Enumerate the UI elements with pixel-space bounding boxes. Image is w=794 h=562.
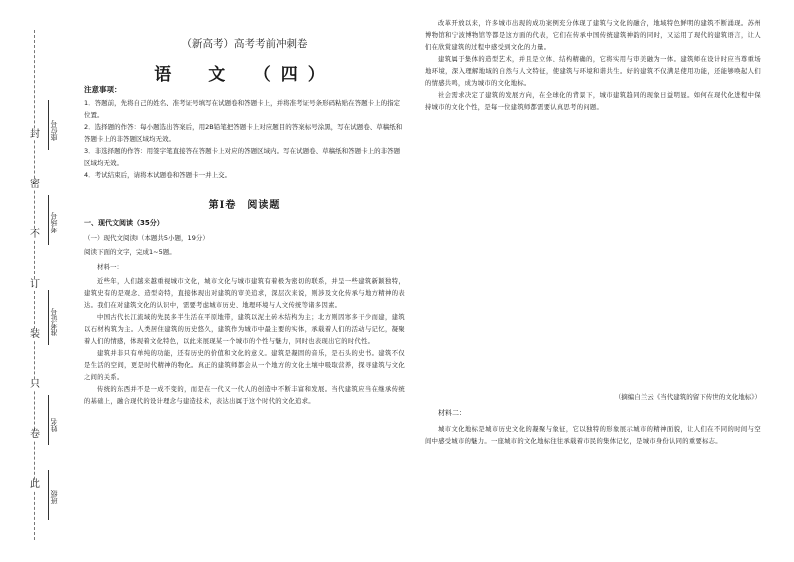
admission-number-line [48,290,49,345]
section-title: 第Ⅰ卷 阅读题 [208,200,281,211]
binding-char: 不 [30,229,40,240]
notice-list [84,97,405,181]
notice-heading: 注意事项： [84,85,122,94]
class-line [48,470,49,520]
binding-char: 封 [30,129,40,140]
exam-subtitle: （新高考）高考考前冲刺卷 [181,38,308,50]
binding-char: 订 [30,279,40,290]
material-one-body [84,276,405,408]
notice-item: 1．答题前，先将自己的姓名、准考证号填写在试题卷和答题卡上，并将准考证号条形码粘贴在答题卡上的指定位置。 [84,99,401,119]
paragraph: 传统的东西并不是一成不变的，而是在一代又一代人的创造中不断丰富和发展。当代建筑应当在继承传统的基础上，融合现代的设计理念与建造技术，表达出属于这个时代的文化追求。 [84,386,405,405]
material-two-body [425,424,761,448]
seat-number-line [48,100,49,150]
admission-number-label: 准考证号 [50,308,58,336]
sub-heading: （一）现代文阅读Ⅰ（本题共5小题，19分） [84,234,209,242]
paragraph: 改革开放以来，许多城市出现的成功案例充分体现了建筑与文化的融合，地域特色鲜明的建筑不断涌现。苏州博物馆和宁波博物馆等都是这方面的代表，它们在传承中国传统建筑神韵的同时，又运用了现代的建筑语言，让人们在欣赏建筑的过程中感受到文化的力量。 [425,20,761,51]
class-label: 班级 [50,490,58,504]
exam-room-line [48,195,49,245]
paragraph: 中国古代长江流域的先民多半生活在平原地带，建筑以泥土砖木结构为主；北方则因寒多干少而建，建筑以石材构筑为主。人类居住建筑的历史悠久，建筑作为城市中最主要的实体，承载着人们的活动与记忆，凝聚着人们的情感，体现着文化特色，以此来展现某一个城市的个性与魅力，同时也表现出它的时代性。 [84,314,405,345]
material-two-label: 材料二： [438,409,466,417]
source-citation: （摘编自兰云《当代建筑的留下传世的文化地标》） [614,393,761,401]
paragraph: 建筑并非只有单纯的功能，还有历史的价值和文化的意义。建筑是凝固的音乐，是石头的史书。建筑不仅是生活的空间，更是时代精神的物化。真正的建筑师都会从一个地方的文化土壤中吸取营养，探寻建筑与文化之间的关系。 [84,350,405,381]
material-one-label: 材料一： [97,263,123,271]
binding-char: 此 [30,479,40,490]
binding-margin [0,0,70,562]
name-line [48,395,49,445]
notice-item: 3．非选择题的作答：用签字笔直接答在答题卡上对应的答题区域内。写在试题卷、草稿纸和答题卡上的非答题区域均无效。 [84,147,401,167]
binding-char: 密 [30,179,40,190]
material-one-continued [425,18,761,114]
notice-item: 2．选择题的作答：每小题选出答案后，用2B铅笔把答题卡上对应题目的答案标号涂黑，写在试题卷、草稿纸和答题卡上的非答题区域均无效。 [84,123,403,143]
exam-title: 语 文 （四） [154,65,335,85]
exam-room-label: 考场号 [50,212,58,233]
binding-char: 卷 [30,429,40,440]
instruction-text: 阅读下面的文字，完成1~5题。 [84,248,176,256]
seat-number-label: 座位号 [50,120,58,141]
paragraph: 建筑属于集体的造型艺术，并且是立体、结构精确的，它将实用与审美融为一体。建筑师在设计时应当尊重场地环境，深入理解地域的自然与人文特征，使建筑与环境和谐共生。好的建筑不仅满足使用功能，还能够唤起人们的情感共鸣，成为城市的文化地标。 [425,56,761,87]
paragraph: 城市文化地标是城市历史文化的凝聚与象征，它以独特的形象展示城市的精神面貌，让人们在不同的时间与空间中感受城市的魅力。一座城市的文化地标往往承载着市民的集体记忆，是城市身份认同的重要标志。 [425,426,761,445]
binding-char: 只 [30,379,40,390]
name-label: 姓名 [50,418,58,432]
notice-item: 4．考试结束后，请将本试题卷和答题卡一并上交。 [84,171,232,179]
paragraph: 社会需求决定了建筑的发展方向，在全球化的背景下，城市建筑趋同的现象日益明显。如何在现代化进程中保持城市的文化个性，是每一位建筑师都需要认真思考的问题。 [425,92,761,111]
part-heading: 一、现代文阅读（35分） [84,219,164,227]
paragraph: 近些年，人们越来越重视城市文化，城市文化与城市建筑有着极为密切的联系，并呈一些建筑新颖独特，建筑史有的是观念、造型奇特，直接体现出对建筑的审美追求，深层次来说，则涉及文化传承与地方精神的表达。我们在对建筑文化的认识中，需要考虑城市历史、地理环境与人文传统等诸多因素。 [84,278,405,309]
binding-char: 装 [30,329,40,340]
